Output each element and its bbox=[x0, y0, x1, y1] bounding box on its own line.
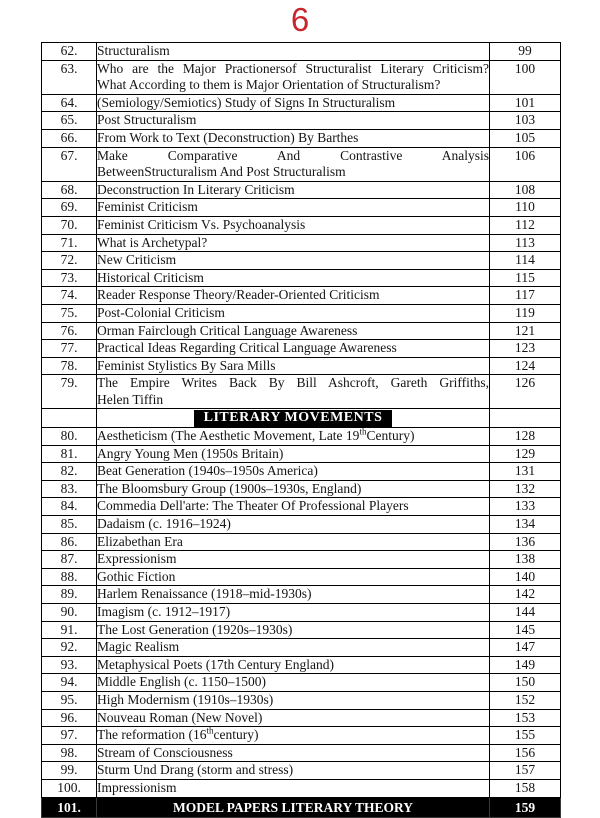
table-of-contents bbox=[41, 42, 561, 818]
row-page-cell: 129 bbox=[490, 445, 561, 463]
row-title-cell bbox=[97, 727, 490, 745]
row-title-cell: Imagism (c. 1912–1917) bbox=[97, 604, 490, 622]
row-title-cell: Commedia Dell'arte: The Theater Of Professional Players bbox=[97, 498, 490, 516]
toc-row bbox=[42, 568, 561, 586]
section-title-band: LITERARY MOVEMENTS bbox=[194, 410, 393, 427]
row-number-cell: 68. bbox=[42, 181, 97, 199]
row-number-cell: 71. bbox=[42, 234, 97, 252]
row-page-cell: 158 bbox=[490, 779, 561, 797]
toc-row bbox=[42, 216, 561, 234]
row-number-cell: 96. bbox=[42, 709, 97, 727]
row-number-cell: 80. bbox=[42, 428, 97, 446]
row-number-cell: 81. bbox=[42, 445, 97, 463]
row-title-cell: Stream of Consciousness bbox=[97, 744, 490, 762]
row-number-cell: 74. bbox=[42, 287, 97, 305]
toc-row bbox=[42, 304, 561, 322]
row-number-cell: 66. bbox=[42, 129, 97, 147]
row-title-cell: Nouveau Roman (New Novel) bbox=[97, 709, 490, 727]
row-number-cell: 75. bbox=[42, 304, 97, 322]
row-title-cell: Elizabethan Era bbox=[97, 533, 490, 551]
row-title-cell: New Criticism bbox=[97, 252, 490, 270]
row-number-cell: 90. bbox=[42, 604, 97, 622]
row-title-cell: MODEL PAPERS LITERARY THEORY bbox=[97, 797, 490, 817]
title-text: century) bbox=[213, 727, 259, 743]
row-title-cell bbox=[97, 428, 490, 446]
row-page-cell: 153 bbox=[490, 709, 561, 727]
row-title-cell: Historical Criticism bbox=[97, 269, 490, 287]
row-title-cell bbox=[97, 60, 490, 94]
row-number-cell: 98. bbox=[42, 744, 97, 762]
toc-row bbox=[42, 516, 561, 534]
row-page-cell: 144 bbox=[490, 604, 561, 622]
toc-row bbox=[42, 234, 561, 252]
row-page-cell bbox=[490, 409, 561, 428]
toc-row bbox=[42, 639, 561, 657]
title-line: What According to them is Major Orientation of Structuralism? bbox=[97, 77, 441, 93]
row-title-cell: Feminist Criticism bbox=[97, 199, 490, 217]
toc-row bbox=[42, 498, 561, 516]
toc-body bbox=[42, 43, 561, 818]
row-number-cell: 99. bbox=[42, 762, 97, 780]
row-page-cell: 121 bbox=[490, 322, 561, 340]
row-page-cell: 147 bbox=[490, 639, 561, 657]
row-number-cell: 76. bbox=[42, 322, 97, 340]
toc-row bbox=[42, 744, 561, 762]
toc-row bbox=[42, 199, 561, 217]
toc-row bbox=[42, 112, 561, 130]
row-number-cell: 94. bbox=[42, 674, 97, 692]
row-number-cell: 85. bbox=[42, 516, 97, 534]
row-title-cell: Metaphysical Poets (17th Century England) bbox=[97, 656, 490, 674]
toc-row bbox=[42, 621, 561, 639]
row-title-cell bbox=[97, 147, 490, 181]
toc-row bbox=[42, 375, 561, 409]
toc-row bbox=[42, 445, 561, 463]
row-page-cell: 108 bbox=[490, 181, 561, 199]
row-title-cell: Post Structuralism bbox=[97, 112, 490, 130]
row-number-cell: 77. bbox=[42, 340, 97, 358]
title-line: Helen Tiffin bbox=[97, 391, 164, 407]
row-title-cell: Feminist Stylistics By Sara Mills bbox=[97, 357, 490, 375]
toc-row bbox=[42, 322, 561, 340]
toc-row bbox=[42, 674, 561, 692]
toc-row bbox=[42, 463, 561, 481]
row-title-cell: Sturm Und Drang (storm and stress) bbox=[97, 762, 490, 780]
row-page-cell: 131 bbox=[490, 463, 561, 481]
row-number-cell: 69. bbox=[42, 199, 97, 217]
title-text: Century) bbox=[366, 428, 415, 444]
row-number-cell: 78. bbox=[42, 357, 97, 375]
row-page-cell: 103 bbox=[490, 112, 561, 130]
title-line: BetweenStructuralism And Post Structuralism bbox=[97, 164, 346, 180]
row-page-cell: 123 bbox=[490, 340, 561, 358]
row-number-cell: 87. bbox=[42, 551, 97, 569]
row-title-cell: Magic Realism bbox=[97, 639, 490, 657]
row-number-cell: 97. bbox=[42, 727, 97, 745]
title-line: Make Comparative And Contrastive Analysis bbox=[97, 147, 489, 163]
toc-row bbox=[42, 480, 561, 498]
toc-row bbox=[42, 269, 561, 287]
row-number-cell: 88. bbox=[42, 568, 97, 586]
row-number-cell: 89. bbox=[42, 586, 97, 604]
row-number-cell bbox=[42, 409, 97, 428]
toc-row bbox=[42, 43, 561, 61]
row-title-cell: The Lost Generation (1920s–1930s) bbox=[97, 621, 490, 639]
row-number-cell: 62. bbox=[42, 43, 97, 61]
toc-row bbox=[42, 129, 561, 147]
section-header-row bbox=[42, 409, 561, 428]
row-page-cell: 115 bbox=[490, 269, 561, 287]
row-number-cell: 95. bbox=[42, 691, 97, 709]
row-title-cell: Gothic Fiction bbox=[97, 568, 490, 586]
row-page-cell: 113 bbox=[490, 234, 561, 252]
row-page-cell: 156 bbox=[490, 744, 561, 762]
row-title-cell: High Modernism (1910s–1930s) bbox=[97, 691, 490, 709]
row-title-cell: Structuralism bbox=[97, 43, 490, 61]
model-papers-row bbox=[42, 797, 561, 817]
toc-row bbox=[42, 357, 561, 375]
toc-row bbox=[42, 604, 561, 622]
row-page-cell: 155 bbox=[490, 727, 561, 745]
toc-row bbox=[42, 551, 561, 569]
row-number-cell: 64. bbox=[42, 94, 97, 112]
toc-row bbox=[42, 779, 561, 797]
ordinal-superscript: th bbox=[206, 725, 214, 736]
row-page-cell: 142 bbox=[490, 586, 561, 604]
row-title-cell: Expressionism bbox=[97, 551, 490, 569]
row-title-cell: Impressionism bbox=[97, 779, 490, 797]
row-page-cell: 114 bbox=[490, 252, 561, 270]
row-number-cell: 100. bbox=[42, 779, 97, 797]
row-page-cell: 105 bbox=[490, 129, 561, 147]
row-title-cell: Practical Ideas Regarding Critical Language Awareness bbox=[97, 340, 490, 358]
row-number-cell: 84. bbox=[42, 498, 97, 516]
toc-row bbox=[42, 656, 561, 674]
row-page-cell: 133 bbox=[490, 498, 561, 516]
row-page-cell: 128 bbox=[490, 428, 561, 446]
toc-row bbox=[42, 60, 561, 94]
row-title-cell: Dadaism (c. 1916–1924) bbox=[97, 516, 490, 534]
row-number-cell: 65. bbox=[42, 112, 97, 130]
row-number-cell: 92. bbox=[42, 639, 97, 657]
row-title-cell bbox=[97, 375, 490, 409]
row-page-cell: 134 bbox=[490, 516, 561, 534]
row-title-cell: From Work to Text (Deconstruction) By Barthes bbox=[97, 129, 490, 147]
row-page-cell: 117 bbox=[490, 287, 561, 305]
ordinal-superscript: th bbox=[359, 426, 367, 437]
row-title-cell: What is Archetypal? bbox=[97, 234, 490, 252]
row-title-cell: Post-Colonial Criticism bbox=[97, 304, 490, 322]
toc-row bbox=[42, 252, 561, 270]
toc-row bbox=[42, 727, 561, 745]
toc-row bbox=[42, 428, 561, 446]
title-text: Aestheticism (The Aesthetic Movement, Late 19 bbox=[97, 428, 360, 444]
row-number-cell: 70. bbox=[42, 216, 97, 234]
row-page-cell: 140 bbox=[490, 568, 561, 586]
title-line: The Empire Writes Back By Bill Ashcroft, Gareth Griffiths, bbox=[97, 375, 489, 391]
row-page-cell: 152 bbox=[490, 691, 561, 709]
row-page-cell: 145 bbox=[490, 621, 561, 639]
toc-row bbox=[42, 94, 561, 112]
page-number: 6 bbox=[290, 1, 310, 38]
row-number-cell: 63. bbox=[42, 60, 97, 94]
row-page-cell: 100 bbox=[490, 60, 561, 94]
row-title-cell: Reader Response Theory/Reader-Oriented Criticism bbox=[97, 287, 490, 305]
title-text: The reformation (16 bbox=[97, 727, 207, 743]
row-page-cell: 119 bbox=[490, 304, 561, 322]
toc-row bbox=[42, 533, 561, 551]
row-number-cell: 83. bbox=[42, 480, 97, 498]
row-title-cell: Harlem Renaissance (1918–mid-1930s) bbox=[97, 586, 490, 604]
row-number-cell: 91. bbox=[42, 621, 97, 639]
title-line: Who are the Major Practionersof Structuralist Literary Criticism? bbox=[97, 60, 489, 76]
row-number-cell: 93. bbox=[42, 656, 97, 674]
toc-row bbox=[42, 340, 561, 358]
row-page-cell: 126 bbox=[490, 375, 561, 409]
row-page-cell: 157 bbox=[490, 762, 561, 780]
row-number-cell: 82. bbox=[42, 463, 97, 481]
toc-row bbox=[42, 147, 561, 181]
row-number-cell: 86. bbox=[42, 533, 97, 551]
row-title-cell: Beat Generation (1940s–1950s America) bbox=[97, 463, 490, 481]
toc-row bbox=[42, 586, 561, 604]
row-page-cell: 132 bbox=[490, 480, 561, 498]
toc-row bbox=[42, 181, 561, 199]
toc-row bbox=[42, 287, 561, 305]
row-title-cell: Deconstruction In Literary Criticism bbox=[97, 181, 490, 199]
toc-row bbox=[42, 762, 561, 780]
row-page-cell: 106 bbox=[490, 147, 561, 181]
row-number-cell: 101. bbox=[42, 797, 97, 817]
row-page-cell: 136 bbox=[490, 533, 561, 551]
toc-row bbox=[42, 691, 561, 709]
row-number-cell: 67. bbox=[42, 147, 97, 181]
row-page-cell: 124 bbox=[490, 357, 561, 375]
row-page-cell: 150 bbox=[490, 674, 561, 692]
row-title-cell bbox=[97, 409, 490, 428]
row-number-cell: 73. bbox=[42, 269, 97, 287]
row-page-cell: 138 bbox=[490, 551, 561, 569]
row-page-cell: 101 bbox=[490, 94, 561, 112]
row-number-cell: 79. bbox=[42, 375, 97, 409]
row-page-cell: 110 bbox=[490, 199, 561, 217]
row-page-cell: 149 bbox=[490, 656, 561, 674]
row-page-cell: 99 bbox=[490, 43, 561, 61]
row-page-cell: 112 bbox=[490, 216, 561, 234]
row-title-cell: Angry Young Men (1950s Britain) bbox=[97, 445, 490, 463]
row-title-cell: The Bloomsbury Group (1900s–1930s, England) bbox=[97, 480, 490, 498]
row-title-cell: Feminist Criticism Vs. Psychoanalysis bbox=[97, 216, 490, 234]
row-title-cell: Middle English (c. 1150–1500) bbox=[97, 674, 490, 692]
toc-row bbox=[42, 709, 561, 727]
row-title-cell: Orman Fairclough Critical Language Awareness bbox=[97, 322, 490, 340]
row-title-cell: (Semiology/Semiotics) Study of Signs In Structuralism bbox=[97, 94, 490, 112]
row-page-cell: 159 bbox=[490, 797, 561, 817]
row-number-cell: 72. bbox=[42, 252, 97, 270]
